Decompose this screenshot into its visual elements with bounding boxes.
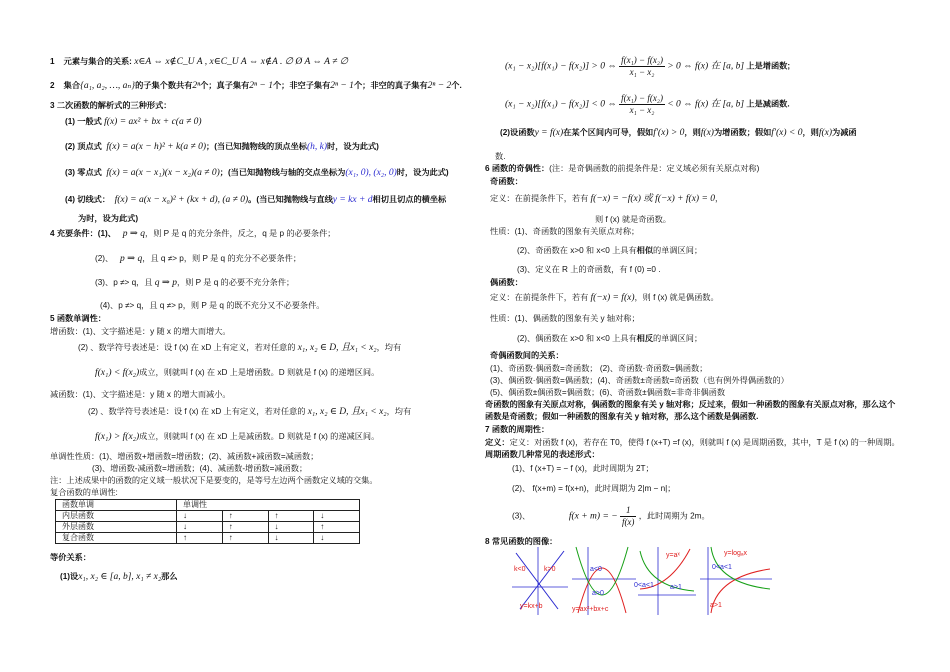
table-cell: ↑ xyxy=(222,533,268,544)
logarithmic-graph xyxy=(700,547,772,615)
linear-equation: y=kx+b xyxy=(520,603,543,610)
vertex-form-formula: f(x) = a(x − h)² + k(a ≠ 0) xyxy=(106,142,206,152)
section-2-text-2: 个；真子集有 xyxy=(200,81,250,90)
increasing-symbolic-b: ，均有 xyxy=(376,343,402,352)
equiv-dec-lhs: (x₁ − x₂)[f(x₁) − f(x₂)] < 0 ⇔ xyxy=(505,99,617,110)
section-2-text-1: 的子集个数共有 xyxy=(135,81,193,90)
section-3-title: 3 二次函数的解析式的三种形式： xyxy=(50,101,172,110)
equiv-inc-lhs: (x₁ − x₂)[f(x₁) − f(x₂)] > 0 ⇔ xyxy=(505,61,617,72)
section-4-line-1 xyxy=(50,228,335,240)
derivative-f3: f(x) xyxy=(700,128,714,138)
label-exp-a-lt-1: 0<a<1 xyxy=(634,582,654,589)
general-form-label: (1) 一般式 xyxy=(65,117,102,126)
odd-property-1: 性质：(1)、奇函数的图象有关原点对称； xyxy=(490,227,640,236)
section-6-note: (注：是奇偶函数的前提条件是：定义域必须有关原点对称) xyxy=(549,164,760,173)
periodic-form-3-b: ，此时周期为 2m。 xyxy=(638,511,710,521)
label-log-a-lt-1: 0<a<1 xyxy=(712,564,732,571)
relation-2: (3)、偶函数·偶函数=偶函数；(4)、奇函数±奇函数=奇函数（也有例外得偶函数的） xyxy=(490,376,789,385)
odd-property-2-b: 相似 xyxy=(636,246,654,255)
periodic-form-3 xyxy=(512,505,710,528)
table-header: 函数单调 xyxy=(56,500,177,511)
even-property-2-c: 的单调区间； xyxy=(653,334,703,343)
periodic-definition: 定义：定义：对函数 f (x)，若存在 T0，使得 f (x+T) =f (x)，则就叫 f (x) 是周期函数，其中，T 是 f (x) 的一种周期。 xyxy=(485,438,900,447)
fraction-numerator: f(x₁) − f(x₂) xyxy=(621,93,663,103)
odd-property-2-a: (2)、奇函数在 x>0 和 x<0 上具有 xyxy=(517,246,637,255)
odd-property-3: (3)、定义在 R 上的奇函数，有 f (0) =0 . xyxy=(517,265,661,274)
table-cell: ↓ xyxy=(177,511,223,522)
vertex-form-label: (2) 顶点式 xyxy=(65,142,102,151)
quad-tangent-form xyxy=(65,194,446,206)
section-2-text-5: 个. xyxy=(451,81,462,90)
relation-1: (1)、奇函数·偶函数=奇函数； (2)、奇函数·奇函数=偶函数； xyxy=(490,364,708,373)
odd-def-formula: f(−x) = −f(x) 或 f(−x) + f(x) = 0 xyxy=(590,194,715,204)
even-def-text: 定义：在前提条件下，若有 xyxy=(490,293,589,302)
table-row xyxy=(56,533,360,544)
odd-definition xyxy=(490,193,723,205)
quad-vertex-form xyxy=(65,141,379,153)
symmetry-summary-2: 函数是奇函数；假如一种函数的图象有关 y 轴对称，那么这个函数是偶函数. xyxy=(485,412,759,421)
decreasing-symbolic xyxy=(88,406,411,418)
increasing-symbolic xyxy=(78,342,401,354)
table-cell: 内层函数 xyxy=(56,511,177,522)
section-4-line-3 xyxy=(95,277,294,289)
symmetry-summary-1: 奇函数的图象有关原点对称，偶函数的图象有关 y 轴对称；反过来，假如一种函数的图象有关原点对称，那么这个 xyxy=(485,400,896,409)
power-2: 2ⁿ − 1 xyxy=(249,81,273,91)
section-6-title: 6 函数的奇偶性： xyxy=(485,164,550,173)
odd-function-heading: 奇函数： xyxy=(490,177,523,186)
table-cell: ↓ xyxy=(314,533,360,544)
section-6-title-line xyxy=(485,163,759,174)
even-property-2-b: 相反 xyxy=(636,334,654,343)
equiv-dec-rhs: < 0 ⇔ f(x) 在 [a, b] xyxy=(667,99,745,110)
power-3: 2ⁿ − 1 xyxy=(330,81,354,91)
table-cell: ↓ xyxy=(268,522,314,533)
even-function-heading: 偶函数： xyxy=(490,278,523,287)
vertex-form-note: ；(当已知抛物线的顶点坐标 xyxy=(206,142,307,151)
odd-conclusion: 则 f (x) 就是奇函数。 xyxy=(595,215,671,224)
line-k-negative xyxy=(516,553,558,609)
increasing-text-desc: 增函数：(1)、文字描述是：y 随 x 的增大而增大。 xyxy=(50,327,231,336)
section-2-pre: 集合 xyxy=(63,81,81,90)
tangent-line: y = kx + d xyxy=(332,195,373,205)
equiv-inc-rhs: > 0 ⇔ f(x) 在 [a, b] xyxy=(667,61,745,72)
table-cell: ↓ xyxy=(268,533,314,544)
tangent-form-note: 。(当已知抛物线与直线 xyxy=(248,195,333,204)
table-cell: ↑ xyxy=(314,522,360,533)
increasing-inequality: f(x₁) < f(x₂) xyxy=(95,368,140,378)
fraction-numerator: f(x₁) − f(x₂) xyxy=(621,55,663,65)
zero-form-end: 时，设为此式) xyxy=(396,168,449,177)
zero-form-note: ；(当已知抛物线与轴的交点坐标为 xyxy=(219,168,346,177)
table-header: 单调性 xyxy=(177,500,360,511)
quadratic-equation: y=ax²+bx+c xyxy=(572,606,609,613)
element-set-formula: x∈A ⇔ x∉C_U A , x∈C_U A ⇔ x∉A . ∅ Ø A ⇔ A ≠ ∅ xyxy=(134,57,349,67)
decreasing-conclusion-text: 成立，则就叫 f (x) 在 xD 上是减函数。D 则就是 f (x) 的递减区间。 xyxy=(139,432,380,441)
table-cell: ↑ xyxy=(222,522,268,533)
derivative-end: 数. xyxy=(495,152,506,161)
condition-2-formula: p ⇒ q xyxy=(120,254,143,264)
table-cell: 外层函数 xyxy=(56,522,177,533)
derivative-a: (2)设函数 xyxy=(500,128,535,137)
section-2 xyxy=(50,80,462,92)
periodic-forms-title: 周期函数几种常见的表述形式： xyxy=(485,450,600,459)
label-k-negative: k<0 xyxy=(514,566,526,573)
even-def-end: ，则 f (x) 就是偶函数。 xyxy=(634,293,719,302)
label-a-positive: a>0 xyxy=(592,590,604,597)
section-5-title: 5 函数单调性： xyxy=(50,314,106,323)
table-cell: ↑ xyxy=(268,511,314,522)
fraction-denominator: x₁ − x₂ xyxy=(629,105,655,115)
condition-1-formula: p ⇒ q xyxy=(122,229,146,239)
composite-monotonicity-table xyxy=(55,499,360,544)
tangent-form-end: 相切且切点的横坐标 xyxy=(372,195,447,204)
vertex-form-end: 时，设为此式) xyxy=(327,142,379,151)
derivative-b: 在某个区间内可导，假如 xyxy=(563,128,654,137)
section-2-text-4: 个；非空的真子集有 xyxy=(353,81,428,90)
vertex-point: (h, k) xyxy=(306,142,328,152)
odd-def-end: ， xyxy=(715,194,724,203)
general-form-formula: f(x) = ax² + bx + c(a ≠ 0) xyxy=(104,117,202,127)
table-cell: ↑ xyxy=(177,533,223,544)
label-a-negative: a<0 xyxy=(590,566,602,573)
increasing-symbolic-a: (2) 、数学符号表述是：设 f (x) 在 xD 上有定义，若对任意的 xyxy=(78,343,296,352)
periodic-form-3-a: (3)、 xyxy=(512,511,531,521)
decreasing-condition: x₁, x₂ ∈ D, 且x₁ < x₂ xyxy=(307,407,387,417)
derivative-g: 为减函 xyxy=(832,128,857,137)
equiv-dec-end: 上是减函数. xyxy=(746,99,790,109)
section-7-title: 7 函数的周期性： xyxy=(485,425,550,434)
decreasing-symbolic-b: ，均有 xyxy=(386,407,412,416)
derivative-e: ，则 xyxy=(802,128,819,137)
increasing-conclusion xyxy=(95,367,379,379)
section-4-title: 4 充要条件：(1)、 xyxy=(50,229,116,238)
decreasing-inequality: f(x₁) > f(x₂) xyxy=(95,432,140,442)
tangent-form-end-2: 为时，设为此式) xyxy=(78,214,139,223)
table-cell: 复合函数 xyxy=(56,533,177,544)
derivative-line xyxy=(500,127,857,139)
condition-2-text: ，且 q ≠> p，则 P 是 q 的充分不必要条件； xyxy=(142,254,302,263)
set-notation: {a₁, a₂, …, aₙ} xyxy=(80,81,136,91)
monotonic-note: 注：上述成果中的函数的定义域一般状况下是要变的，是等号左边两个函数定义域的交集。 xyxy=(50,476,378,485)
table-header-row xyxy=(56,500,360,511)
odd-property-2 xyxy=(517,245,702,256)
equiv-dec-fraction xyxy=(619,93,665,116)
parabola-a-positive xyxy=(576,547,628,595)
power-4: 2ⁿ − 2 xyxy=(427,81,452,91)
quad-general-form xyxy=(65,116,202,128)
fraction-denominator: x₁ − x₂ xyxy=(629,67,655,77)
condition-2-label: (2)、 xyxy=(95,254,114,263)
equiv-decreasing xyxy=(505,93,790,116)
odd-def-text: 定义：在前提条件下，若有 xyxy=(490,194,589,203)
zero-form-formula: f(x) = a(x − x₁)(x − x₂)(a ≠ 0) xyxy=(106,168,220,178)
quad-zero-form xyxy=(65,167,449,179)
equivalence-a: (1)设 xyxy=(60,572,79,581)
derivative-f1: y = f(x) xyxy=(534,128,564,138)
log-equation: y=logₐx xyxy=(724,550,748,557)
derivative-f4: f′(x) < 0 xyxy=(771,128,803,138)
decreasing-symbolic-a: (2) 、数学符号表述是：设 f (x) 在 xD 上有定义，若对任意的 xyxy=(88,407,306,416)
periodic-form-3-fraction xyxy=(620,505,637,528)
condition-1-text: ，则 P 是 q 的充分条件，反之，q 是 p 的必要条件； xyxy=(145,229,336,238)
table-row xyxy=(56,522,360,533)
condition-4: (4)、p ≠> q，且 q ≠> p，则 P 是 q 的既不充分又不必要条件。 xyxy=(100,301,325,310)
equiv-inc-end: 上是增函数; xyxy=(746,61,791,71)
label-exp-a-gt-1: a>1 xyxy=(670,584,682,591)
relation-3: (5)、偶函数±偶函数=偶函数；(6)、奇函数±偶函数=非奇非偶函数 xyxy=(490,388,726,397)
derivative-c: ，则 xyxy=(684,128,701,137)
section-1 xyxy=(50,56,348,68)
periodic-def-text: 定义：对函数 f (x)，若存在 T0，使得 f (x+T) =f (x)，则就叫 f (x) 是周期函数，其中，T 是 f (x) 的一种周期。 xyxy=(509,438,900,447)
tangent-form-label: (4) 切线式： xyxy=(65,195,111,204)
table-cell: ↑ xyxy=(222,511,268,522)
even-property-1: 性质：(1)、偶函数的图象有关 y 轴对称； xyxy=(490,314,640,323)
label-log-a-gt-1: a>1 xyxy=(710,602,722,609)
periodic-form-1: (1)、f (x+T) = − f (x)，此时周期为 2T； xyxy=(512,464,654,473)
condition-3-label: (3)、p ≠> q，且 xyxy=(95,278,153,287)
decreasing-conclusion xyxy=(95,431,379,443)
section-2-number: 2 xyxy=(50,81,55,90)
even-property-2 xyxy=(517,333,702,344)
odd-even-relations-title: 奇偶函数间的关系： xyxy=(490,351,564,360)
common-function-graphs xyxy=(510,543,780,615)
even-def-formula: f(−x) = f(x) xyxy=(590,293,635,303)
equivalence-title: 等价关系： xyxy=(50,553,91,562)
quadratic-graph xyxy=(572,547,636,615)
table-row xyxy=(56,511,360,522)
monotonic-property-1: 单调性性质：(1)、增函数+增函数=增函数；(2)、减函数+减函数=减函数； xyxy=(50,452,319,461)
periodic-form-2: (2)、 f(x+m) = f(x+n)，此时周期为 2|m − n|； xyxy=(512,484,676,493)
section-8-title: 8 常见函数的图像： xyxy=(485,537,558,546)
derivative-f5: f(x) xyxy=(818,128,833,138)
even-property-2-a: (2)、偶函数在 x>0 和 x<0 上具有 xyxy=(517,334,637,343)
equivalence-formula: x₁, x₂ ∈ [a, b], x₁ ≠ x₂ xyxy=(78,572,162,582)
section-2-text-3: 个；非空子集有 xyxy=(272,81,331,90)
zero-points: (x₁, 0), (x₂, 0) xyxy=(345,168,397,178)
section-1-title: 元素与集合的关系: xyxy=(63,57,132,66)
exponential-equation: y=aˣ xyxy=(666,552,680,559)
equiv-inc-fraction xyxy=(619,55,665,78)
fraction-numerator: 1 xyxy=(620,505,637,517)
condition-3-formula: q ⇒ p xyxy=(154,278,178,288)
tangent-form-formula: f(x) = a(x − x₀)² + (kx + d), (a ≠ 0) xyxy=(114,195,249,205)
power-1: 2ⁿ xyxy=(192,81,201,91)
increasing-condition: x₁, x₂ ∈ D, 且x₁ < x₂ xyxy=(297,343,377,353)
increasing-conclusion-text: 成立，则就叫 f (x) 在 xD 上是增函数。D 则就是 f (x) 的递增区间。 xyxy=(139,368,380,377)
section-1-number: 1 xyxy=(50,57,55,66)
table-cell: ↓ xyxy=(177,522,223,533)
condition-3-text: ，则 P 是 q 的必要不充分条件； xyxy=(177,278,295,287)
zero-form-label: (3) 零点式 xyxy=(65,168,102,177)
equivalence-line-1 xyxy=(60,571,178,583)
derivative-f2: f′(x) > 0 xyxy=(653,128,685,138)
periodic-form-3-formula: f(x + m) = − xyxy=(568,511,618,522)
composite-title: 复合函数的单调性: xyxy=(50,488,118,497)
line-k-positive xyxy=(520,551,564,609)
equiv-increasing xyxy=(505,55,790,78)
table-cell: ↓ xyxy=(314,511,360,522)
label-k-positive: k>0 xyxy=(544,566,556,573)
decreasing-text-desc: 减函数：(1)、文字描述是：y 随 x 的增大而减小。 xyxy=(50,390,231,399)
even-definition xyxy=(490,292,719,304)
odd-property-2-c: 的单调区间； xyxy=(653,246,703,255)
derivative-d: 为增函数；假如 xyxy=(713,128,772,137)
fraction-denominator: f(x) xyxy=(621,517,635,527)
section-4-line-2 xyxy=(95,253,301,265)
monotonic-property-2: (3)、增函数-减函数=增函数；(4)、减函数-增函数=减函数； xyxy=(92,464,308,473)
exponential-graph xyxy=(634,547,696,615)
equivalence-b: 那么 xyxy=(161,572,178,581)
linear-graph xyxy=(512,547,568,615)
